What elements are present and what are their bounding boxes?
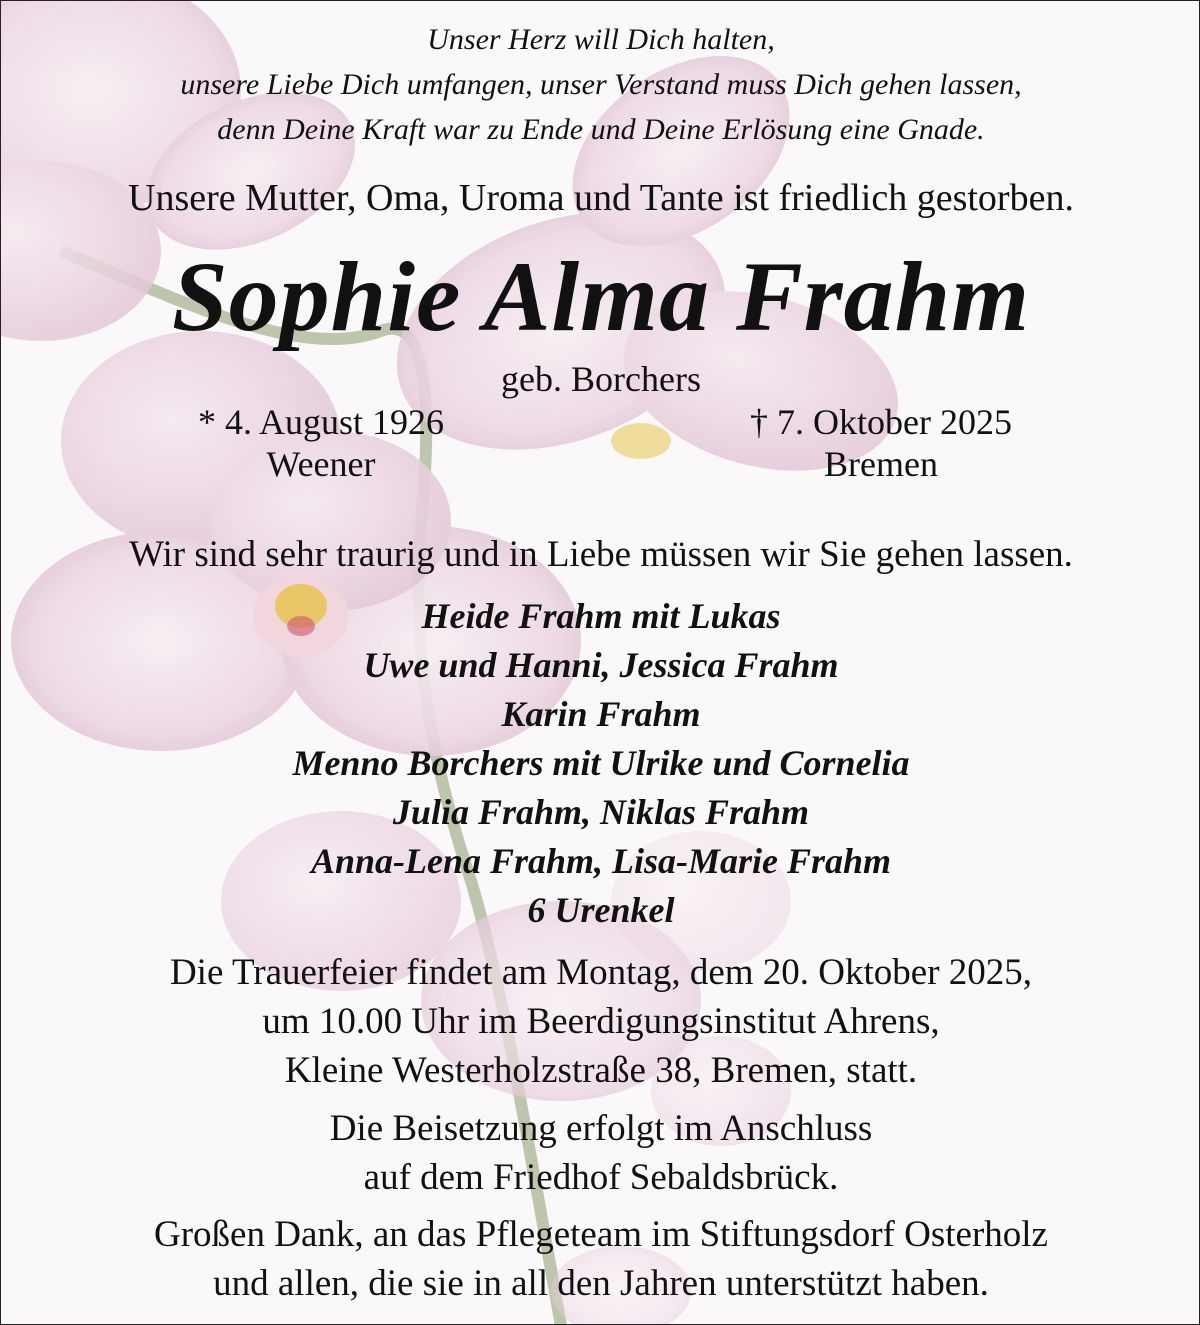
intro-text: Unsere Mutter, Oma, Uroma und Tante ist friedlich gestorben. — [128, 177, 1074, 219]
thanks-line-1: Großen Dank, an das Pflegeteam im Stiftungsdorf Osterholz — [154, 1214, 1048, 1255]
farewell-text: Wir sind sehr traurig und in Liebe müssen wir Sie gehen lassen. — [129, 534, 1073, 575]
service-line-2: um 10.00 Uhr im Beerdigungsinstitut Ahrens, — [262, 1001, 940, 1042]
death-block — [681, 401, 1081, 485]
verse-line-1: Unser Herz will Dich halten, — [427, 23, 775, 56]
family-line-7: 6 Urenkel — [527, 890, 675, 930]
birth-block — [121, 401, 521, 485]
verse-line-2: unsere Liebe Dich umfangen, unser Verstand muss Dich gehen lassen, — [180, 68, 1022, 101]
family-line-2: Uwe und Hanni, Jessica Frahm — [363, 645, 839, 685]
deceased-name: Sophie Alma Frahm — [172, 241, 1030, 352]
thanks-line-2: und allen, die sie in all den Jahren unterstützt haben. — [213, 1263, 989, 1304]
maiden-name: geb. Borchers — [501, 359, 701, 399]
birth-place: Weener — [266, 444, 376, 484]
family-line-4: Menno Borchers mit Ulrike und Cornelia — [292, 743, 910, 783]
burial-line-1: Die Beisetzung erfolgt im Anschluss — [329, 1108, 873, 1149]
family-line-6: Anna-Lena Frahm, Lisa-Marie Frahm — [310, 841, 892, 881]
service-line-3: Kleine Westerholzstraße 38, Bremen, statt. — [284, 1050, 918, 1091]
birth-date: * 4. August 1926 — [197, 402, 445, 442]
verse-line-3: denn Deine Kraft war zu Ende und Deine Erlösung eine Gnade. — [217, 113, 985, 146]
family-line-1: Heide Frahm mit Lukas — [421, 596, 781, 636]
death-place: Bremen — [824, 444, 938, 484]
burial-line-2: auf dem Friedhof Sebaldsbrück. — [363, 1157, 839, 1198]
family-line-5: Julia Frahm, Niklas Frahm — [392, 792, 810, 832]
death-date: † 7. Oktober 2025 — [750, 402, 1012, 442]
family-line-3: Karin Frahm — [501, 694, 701, 734]
service-line-1: Die Trauerfeier findet am Montag, dem 20. Oktober 2025, — [169, 952, 1033, 993]
